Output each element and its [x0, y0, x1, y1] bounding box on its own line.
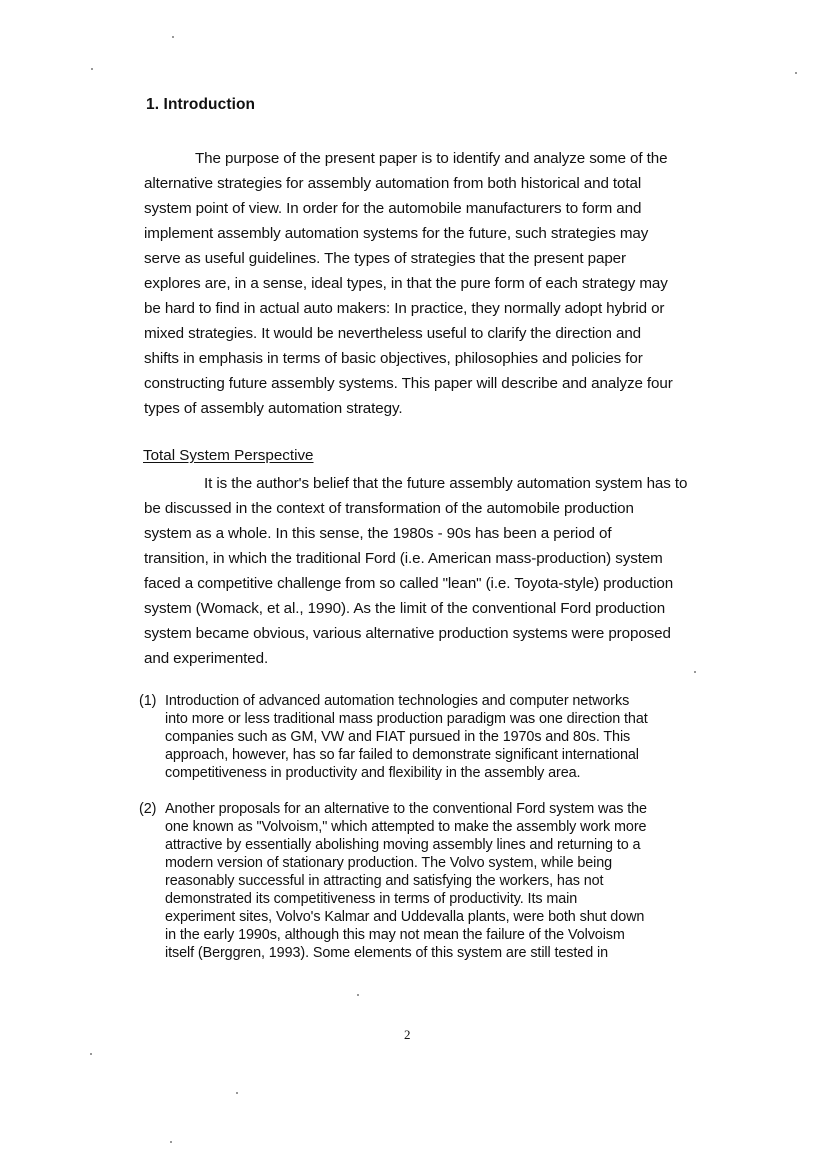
paragraph-line: serve as useful guidelines. The types of strategies that the present paper: [144, 250, 626, 267]
page-number: 2: [404, 1027, 411, 1042]
paragraph-line: be hard to find in actual auto makers: In practice, they normally adopt hybrid or: [144, 300, 665, 317]
paragraph-line: constructing future assembly systems. This paper will describe and analyze four: [144, 375, 673, 392]
paragraph-line: It is the author's belief that the future assembly automation system has to: [204, 475, 688, 492]
scan-speck: [357, 994, 359, 996]
intro-paragraph: [144, 146, 734, 421]
paragraph-line: mixed strategies. It would be nevertheless useful to clarify the direction and: [144, 325, 642, 342]
paragraph-line: be discussed in the context of transformation of the automobile production: [144, 500, 634, 517]
list-item-line: competitiveness in productivity and flexibility in the assembly area.: [165, 765, 581, 781]
list-item-line: modern version of stationary production. The Volvo system, while being: [165, 855, 613, 871]
paragraph-line: system became obvious, various alternative production systems were proposed: [144, 625, 671, 642]
list-item-line: reasonably successful in attracting and satisfying the workers, has not: [165, 873, 604, 889]
paragraph-line: system as a whole. In this sense, the 1980s - 90s has been a period of: [144, 525, 612, 542]
list-item-line: one known as "Volvoism," which attempted to make the assembly work more: [165, 819, 647, 835]
paragraph-line: explores are, in a sense, ideal types, in that the pure form of each strategy may: [144, 275, 668, 292]
list-item-line: in the early 1990s, although this may not mean the failure of the Volvoism: [165, 927, 625, 943]
list-item-number: (1): [139, 693, 157, 709]
paragraph-line: system point of view. In order for the automobile manufacturers to form and: [144, 200, 642, 217]
perspective-paragraph: [144, 471, 734, 671]
paragraph-line: The purpose of the present paper is to identify and analyze some of the: [195, 150, 668, 167]
scan-speck: [170, 1141, 172, 1143]
scan-speck: [694, 671, 696, 673]
scan-speck: [91, 68, 93, 70]
list-item-line: into more or less traditional mass production paradigm was one direction that: [165, 711, 648, 727]
scan-speck: [172, 36, 174, 38]
list-item-line: approach, however, has so far failed to demonstrate significant international: [165, 747, 639, 763]
list-item-line: attractive by essentially abolishing moving assembly lines and returning to a: [165, 837, 641, 853]
paragraph-line: alternative strategies for assembly automation from both historical and total: [144, 175, 642, 192]
list-item-line: demonstrated its competitiveness in terms of productivity. Its main: [165, 891, 578, 907]
paragraph-line: shifts in emphasis in terms of basic objectives, philosophies and policies for: [144, 350, 643, 367]
subsection-title: Total System Perspective: [143, 447, 314, 464]
list-item-line: companies such as GM, VW and FIAT pursued in the 1970s and 80s. This: [165, 729, 631, 745]
paragraph-line: types of assembly automation strategy.: [144, 400, 403, 417]
list-item-line: experiment sites, Volvo's Kalmar and Uddevalla plants, were both shut down: [165, 909, 645, 925]
scan-speck: [795, 72, 797, 74]
paragraph-line: system (Womack, et al., 1990). As the limit of the conventional Ford production: [144, 600, 666, 617]
list-item-line: itself (Berggren, 1993). Some elements of this system are still tested in: [165, 945, 609, 961]
list-item-line: Introduction of advanced automation technologies and computer networks: [165, 693, 630, 709]
paragraph-line: transition, in which the traditional Ford (i.e. American mass-production) system: [144, 550, 663, 567]
paragraph-line: implement assembly automation systems for the future, such strategies may: [144, 225, 649, 242]
list-item-body: [165, 800, 647, 962]
paragraph-line: and experimented.: [144, 650, 269, 667]
section-title: 1. Introduction: [146, 96, 256, 113]
list-item-line: Another proposals for an alternative to the conventional Ford system was the: [165, 801, 647, 817]
scan-speck: [90, 1053, 92, 1055]
scan-speck: [236, 1092, 238, 1094]
list-item-body: [165, 692, 648, 782]
list-item-number: (2): [139, 801, 157, 817]
paragraph-line: faced a competitive challenge from so called "lean" (i.e. Toyota-style) production: [144, 575, 674, 592]
